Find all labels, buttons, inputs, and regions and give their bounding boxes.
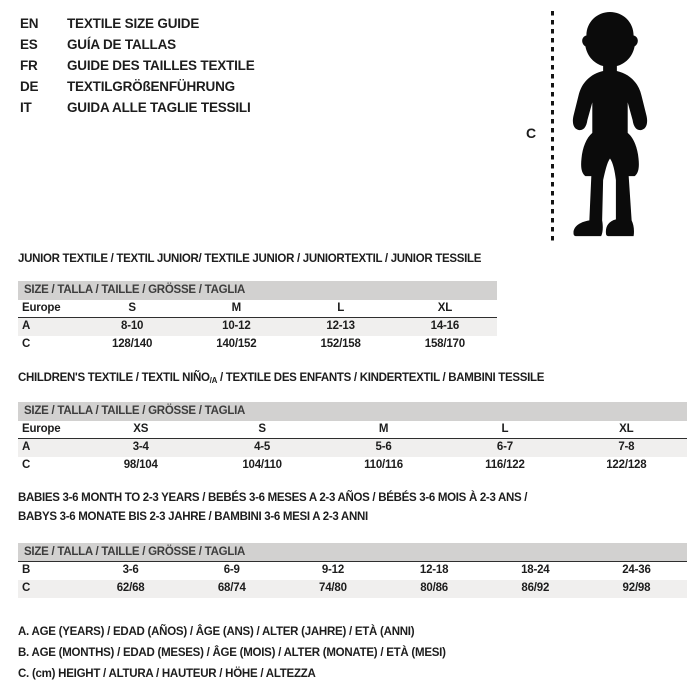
months-cell: 12-18 [419, 564, 449, 576]
babies-section-title-line1: BABIES 3-6 MONTH TO 2-3 YEARS / BEBÉS 3-6 MESES A 2-3 AÑOS / BÉBÉS 3-6 MOIS À 2-3 ANS / [18, 492, 528, 504]
note-age-years: A. AGE (YEARS) / EDAD (AÑOS) / ÂGE (ANS) / ALTER (JAHRE) / ETÀ (ANNI) [18, 626, 415, 638]
table-row-europe [18, 421, 687, 439]
size-cell: M [231, 302, 242, 314]
age-cell: 5-6 [375, 441, 392, 453]
size-cell: XL [437, 302, 453, 314]
size-cell: XS [133, 423, 149, 435]
age-cell: 12-13 [326, 320, 355, 332]
table-row-height [18, 336, 497, 354]
age-cell: 14-16 [430, 320, 460, 332]
table-row-age-months [18, 562, 687, 580]
age-cell: 10-12 [222, 320, 251, 332]
height-cell: 158/170 [424, 338, 465, 350]
age-cell: 3-4 [132, 441, 149, 453]
size-header-bar: SIZE / TALLA / TAILLE / GRÖSSE / TAGLIA [18, 543, 687, 562]
size-header-bar: SIZE / TALLA / TAILLE / GRÖSSE / TAGLIA [18, 402, 687, 421]
note-height-cm: C. (cm) HEIGHT / ALTURA / HAUTEUR / HÖHE / ALTEZZA [18, 668, 316, 680]
age-cell: 6-7 [496, 441, 513, 453]
row-label: Europe [22, 423, 61, 435]
height-dashed-line [551, 11, 554, 244]
size-cell: S [258, 423, 266, 435]
height-cell: 86/92 [521, 582, 550, 594]
note-age-months: B. AGE (MONTHS) / EDAD (MESES) / ÂGE (MOIS) / ALTER (MONATE) / ETÀ (MESI) [18, 647, 446, 659]
height-measure-label: C [526, 125, 537, 141]
children-section-title [18, 372, 544, 385]
language-code: ES [20, 37, 38, 52]
row-label: C [22, 338, 31, 350]
age-cell: 4-5 [254, 441, 271, 453]
language-code: FR [20, 58, 38, 73]
table-row-europe [18, 300, 497, 318]
guide-title: GUÍA DE TALLAS [67, 37, 176, 52]
guide-title: TEXTILE SIZE GUIDE [67, 16, 200, 31]
table-row-height [18, 457, 687, 475]
table-row-height [18, 580, 687, 598]
language-title-list [20, 13, 255, 118]
row-label: A [22, 320, 31, 332]
height-cell: 104/110 [242, 459, 282, 471]
size-cell: L [501, 423, 509, 435]
height-cell: 128/140 [112, 338, 153, 350]
language-row [20, 34, 255, 55]
children-title-sub: /A [209, 376, 218, 385]
height-cell: 62/68 [116, 582, 145, 594]
months-cell: 18-24 [521, 564, 550, 576]
language-code: EN [20, 16, 39, 31]
guide-title: GUIDA ALLE TAGLIE TESSILI [67, 100, 251, 115]
children-title-rest: / TEXTILE DES ENFANTS / KINDERTEXTIL / BAMBINI TESSILE [217, 372, 545, 384]
language-code: DE [20, 79, 39, 94]
guide-title: GUIDE DES TAILLES TEXTILE [67, 58, 255, 73]
height-cell: 74/80 [319, 582, 347, 594]
size-cell: XL [619, 423, 634, 435]
months-cell: 6-9 [223, 564, 240, 576]
language-code: IT [20, 100, 32, 115]
height-cell: 68/74 [217, 582, 246, 594]
babies-size-table [18, 543, 687, 598]
height-cell: 116/122 [485, 459, 525, 471]
toddler-silhouette-shape [573, 12, 647, 236]
months-cell: 9-12 [321, 564, 345, 576]
size-cell: L [337, 302, 345, 314]
height-cell: 98/104 [123, 459, 158, 471]
row-label: C [22, 582, 31, 594]
row-label: A [22, 441, 31, 453]
row-label: B [22, 564, 31, 576]
age-cell: 8-10 [121, 320, 144, 332]
toddler-silhouette [560, 9, 660, 245]
language-row [20, 76, 255, 97]
height-cell: 80/86 [420, 582, 448, 594]
size-cell: S [128, 302, 136, 314]
height-cell: 140/152 [216, 338, 257, 350]
language-row [20, 97, 255, 118]
height-cell: 110/116 [364, 459, 403, 471]
babies-section-title-line2: BABYS 3-6 MONATE BIS 2-3 JAHRE / BAMBINI 3-6 MESI A 2-3 ANNI [18, 511, 368, 523]
months-cell: 3-6 [122, 564, 139, 576]
guide-title: TEXTILGRÖßENFÜHRUNG [67, 79, 235, 94]
table-row-age [18, 318, 497, 336]
junior-section-title: JUNIOR TEXTILE / TEXTIL JUNIOR/ TEXTILE JUNIOR / JUNIORTEXTIL / JUNIOR TESSILE [18, 253, 482, 265]
months-cell: 24-36 [622, 564, 651, 576]
row-label: Europe [22, 302, 61, 314]
size-header-bar: SIZE / TALLA / TAILLE / GRÖSSE / TAGLIA [18, 281, 497, 300]
age-cell: 7-8 [618, 441, 635, 453]
language-row [20, 13, 255, 34]
size-cell: M [378, 423, 389, 435]
table-row-age [18, 439, 687, 457]
junior-size-table [18, 281, 497, 354]
legend-notes [18, 622, 446, 685]
children-size-table [18, 402, 687, 475]
children-title-main: CHILDREN'S TEXTILE / TEXTIL NIÑO [18, 372, 210, 384]
language-row [20, 55, 255, 76]
height-cell: 122/128 [606, 459, 647, 471]
height-cell: 92/98 [622, 582, 651, 594]
row-label: C [22, 459, 31, 471]
height-cell: 152/158 [320, 338, 361, 350]
